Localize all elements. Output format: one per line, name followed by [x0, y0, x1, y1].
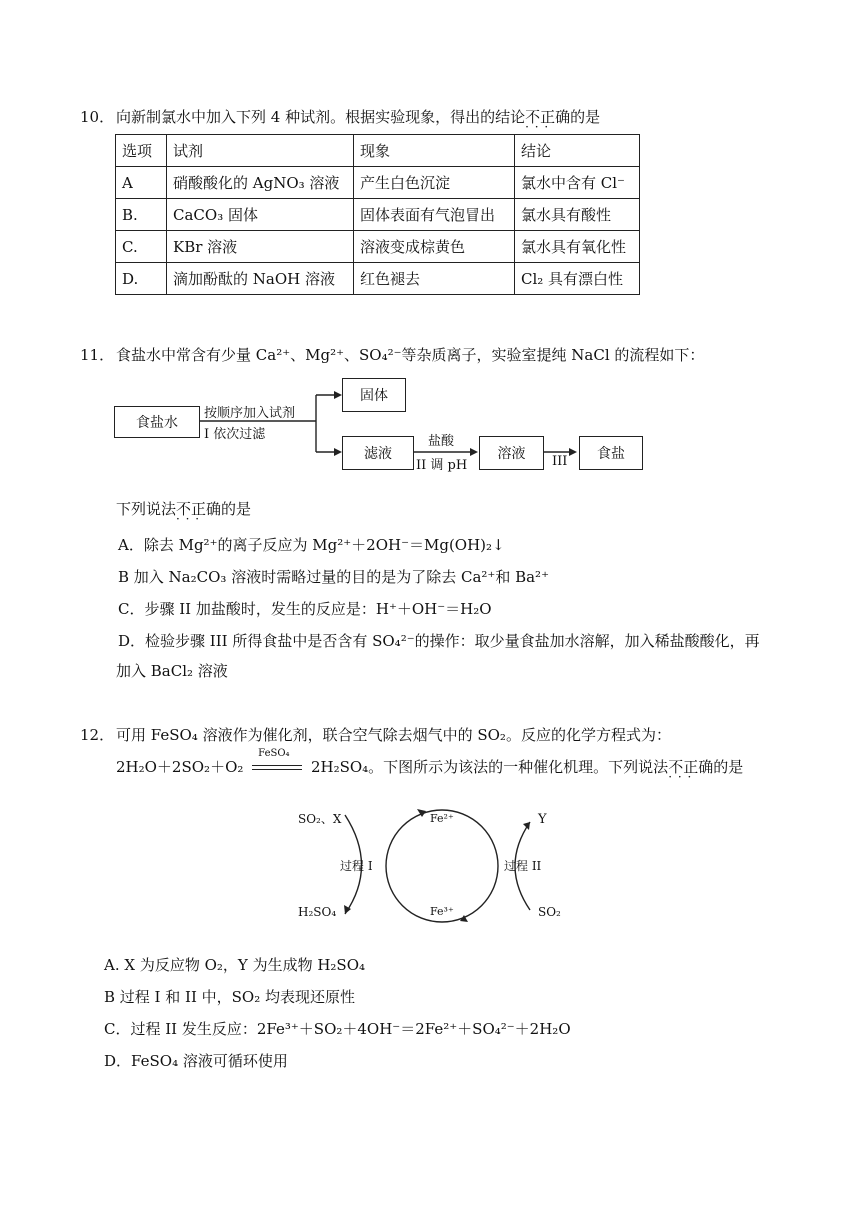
table-header: 现象 — [354, 135, 515, 167]
table-row — [116, 199, 640, 231]
q11-number: 11． — [80, 346, 115, 364]
q11-prompt-emphasis: 不正确 · · · — [176, 500, 221, 518]
cycle-fe2: Fe²⁺ — [430, 812, 454, 825]
cycle-bottom-right: SO₂ — [538, 905, 561, 919]
q11-prompt-c: 的是 — [221, 500, 252, 518]
table-cell: 硝酸酸化的 AgNO₃ 溶液 — [167, 167, 354, 199]
eq-right: 2H₂SO₄。下图所示为该法的一种催化机理。下列说法 — [310, 758, 669, 776]
table-cell: 氯水具有酸性 — [515, 199, 640, 231]
flow-step1-bottom: I 依次过滤 — [204, 427, 266, 442]
flow-filtrate-box: 滤液 — [342, 436, 414, 470]
table-cell: 溶液变成棕黄色 — [354, 231, 515, 263]
table-cell: B. — [116, 199, 167, 231]
q12-option-c: C．过程 II 发生反应：2Fe³⁺＋SO₂＋4OH⁻＝2Fe²⁺＋SO₄²⁻＋2H₂O — [104, 1020, 571, 1038]
q11-prompt — [116, 498, 251, 519]
flow-step2-bottom: II 调 pH — [416, 458, 468, 473]
cycle-bottom-left: H₂SO₄ — [298, 905, 337, 919]
q11-option-a: A．除去 Mg²⁺的离子反应为 Mg²⁺＋2OH⁻＝Mg(OH)₂↓ — [118, 536, 505, 554]
flow-solution-box: 溶液 — [479, 436, 544, 470]
table-row — [116, 263, 640, 295]
flow-step1-top: 按顺序加入试剂 — [204, 406, 296, 421]
q10-stem-emphasis: 不正确 · · · — [525, 108, 570, 126]
table-cell: 固体表面有气泡冒出 — [354, 199, 515, 231]
flow-step2-top: 盐酸 — [428, 434, 455, 449]
table-cell: 滴加酚酞的 NaOH 溶液 — [167, 263, 354, 295]
table-cell: KBr 溶液 — [167, 231, 354, 263]
table-header-row — [116, 135, 640, 167]
q11-prompt-a: 下列说法 — [116, 500, 177, 518]
table-row — [116, 231, 640, 263]
flow-solid-box: 固体 — [342, 378, 406, 412]
q10-table — [115, 134, 640, 295]
table-cell: D. — [116, 263, 167, 295]
table-header: 结论 — [515, 135, 640, 167]
q12-option-a: A. X 为反应物 O₂，Y 为生成物 H₂SO₄ — [104, 956, 366, 974]
cycle-process-2: 过程 II — [504, 859, 542, 873]
q12-option-d: D．FeSO₄ 溶液可循环使用 — [104, 1052, 288, 1070]
table-cell: 红色褪去 — [354, 263, 515, 295]
table-cell: C. — [116, 231, 167, 263]
q12-option-b: B 过程 I 和 II 中，SO₂ 均表现还原性 — [104, 988, 355, 1006]
q12-equation — [116, 748, 744, 777]
table-cell: Cl₂ 具有漂白性 — [515, 263, 640, 295]
flow-start-box: 食盐水 — [114, 406, 200, 438]
q10-stem-c: 的是 — [570, 108, 601, 126]
table-header: 试剂 — [167, 135, 354, 167]
table-row — [116, 167, 640, 199]
cycle-fe3: Fe³⁺ — [430, 905, 454, 918]
cycle-process-1: 过程 I — [340, 859, 373, 873]
q11-stem: 食盐水中常含有少量 Ca²⁺、Mg²⁺、SO₄²⁻等杂质离子，实验室提纯 NaCl 的流程如下： — [116, 346, 705, 364]
q10-number: 10． — [80, 108, 115, 126]
q12-emphasis: 不正确 · · · — [668, 758, 713, 776]
flow-step3: III — [552, 454, 568, 469]
q10-stem-a: 向新制氯水中加入下列 4 种试剂。根据实验现象，得出的结论 — [116, 108, 526, 126]
q11-option-d: D．检验步骤 III 所得食盐中是否含有 SO₄²⁻的操作：取少量食盐加水溶解，加入稀盐酸酸化，再 — [118, 632, 760, 650]
cycle-top-right: Y — [538, 812, 547, 827]
table-cell: 产生白色沉淀 — [354, 167, 515, 199]
table-cell: 氯水中含有 Cl⁻ — [515, 167, 640, 199]
eq-tail: 的是 — [713, 758, 744, 776]
eq-left: 2H₂O＋2SO₂＋O₂ — [116, 758, 244, 776]
table-cell: CaCO₃ 固体 — [167, 199, 354, 231]
table-cell: A — [116, 167, 167, 199]
q11-option-d-cont: 加入 BaCl₂ 溶液 — [116, 662, 228, 680]
cycle-top-left: SO₂、X — [298, 812, 342, 826]
eq-catalyst-arrow — [252, 748, 302, 776]
q12-number: 12． — [80, 726, 115, 744]
table-cell: 氯水具有氧化性 — [515, 231, 640, 263]
q10-stem — [116, 106, 600, 127]
q12-stem: 可用 FeSO₄ 溶液作为催化剂，联合空气除去烟气中的 SO₂。反应的化学方程式为： — [116, 726, 671, 744]
eq-catalyst: FeSO₄ — [258, 748, 290, 759]
table-header: 选项 — [116, 135, 167, 167]
q11-option-c: C．步骤 II 加盐酸时，发生的反应是：H⁺＋OH⁻＝H₂O — [118, 600, 492, 618]
q11-option-b: B 加入 Na₂CO₃ 溶液时需略过量的目的是为了除去 Ca²⁺和 Ba²⁺ — [118, 568, 549, 586]
flow-product-box: 食盐 — [579, 436, 643, 470]
